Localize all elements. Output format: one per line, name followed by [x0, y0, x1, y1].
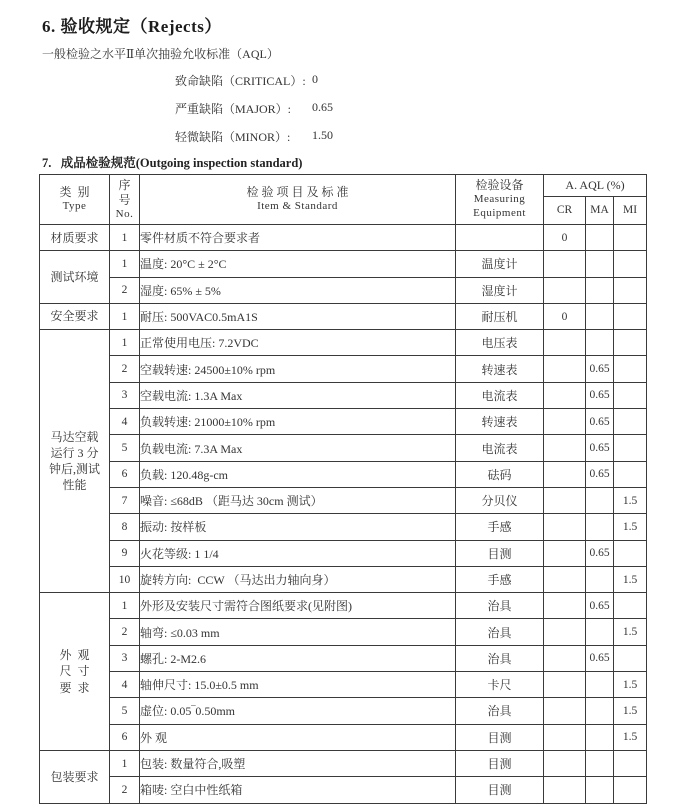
equipment-cell: 治具: [456, 645, 544, 671]
aql-ma-cell: [586, 303, 614, 329]
aql-ma-cell: [586, 619, 614, 645]
header-type-zh: 类 别: [59, 185, 90, 200]
table-row: [40, 225, 647, 251]
aql-mi-cell: 1.5: [614, 566, 647, 592]
aql-cr-cell: [544, 645, 586, 671]
item-cell: 正常使用电压: 7.2VDC: [140, 330, 456, 356]
defect-value: 0.65: [312, 100, 333, 114]
aql-ma-cell: [586, 225, 614, 251]
section7-title: 7. 成品检验规范(Outgoing inspection standard): [42, 156, 303, 170]
item-cell: 虚位: 0.05‾0.50mm: [140, 698, 456, 724]
item-cell: 耐压: 500VAC0.5mA1S: [140, 303, 456, 329]
no-cell: 3: [110, 645, 140, 671]
equipment-cell: 电流表: [456, 382, 544, 408]
aql-cr-cell: [544, 777, 586, 803]
category-line: 外 观: [59, 648, 90, 663]
item-cell: 空载电流: 1.3A Max: [140, 382, 456, 408]
aql-mi-cell: [614, 461, 647, 487]
equipment-cell: 目测: [456, 724, 544, 750]
no-cell: 5: [110, 698, 140, 724]
table-row: [40, 409, 647, 435]
no-cell: 6: [110, 461, 140, 487]
no-cell: 2: [110, 619, 140, 645]
item-cell: 空载转速: 24500±10% rpm: [140, 356, 456, 382]
no-cell: 2: [110, 777, 140, 803]
no-cell: 5: [110, 435, 140, 461]
aql-mi-cell: [614, 540, 647, 566]
aql-ma-cell: [586, 277, 614, 303]
defect-line-minor: [175, 128, 475, 156]
header-ma: MA: [586, 197, 614, 225]
header-equipment: [456, 175, 544, 225]
aql-mi-cell: [614, 645, 647, 671]
defect-line-major: [175, 100, 475, 128]
inspection-table: [39, 174, 647, 804]
aql-ma-cell: [586, 330, 614, 356]
table-row: [40, 566, 647, 592]
table-row: [40, 487, 647, 513]
header-equipment-zh: 检验设备: [475, 178, 524, 193]
category-line: 安全要求: [50, 309, 99, 324]
category-line: 尺 寸: [59, 664, 90, 679]
aql-cr-cell: [544, 435, 586, 461]
equipment-cell: 转速表: [456, 409, 544, 435]
equipment-cell: 手感: [456, 566, 544, 592]
aql-ma-cell: 0.65: [586, 540, 614, 566]
aql-mi-cell: [614, 409, 647, 435]
aql-cr-cell: [544, 593, 586, 619]
aql-mi-cell: 1.5: [614, 619, 647, 645]
no-cell: 1: [110, 330, 140, 356]
aql-ma-cell: [586, 698, 614, 724]
table-row: [40, 435, 647, 461]
aql-mi-cell: [614, 303, 647, 329]
aql-mi-cell: 1.5: [614, 514, 647, 540]
aql-ma-cell: 0.65: [586, 356, 614, 382]
item-cell: 箱唛: 空白中性纸箱: [140, 777, 456, 803]
item-cell: 湿度: 65% ± 5%: [140, 277, 456, 303]
aql-ma-cell: [586, 566, 614, 592]
no-cell: 4: [110, 672, 140, 698]
header-aql: A. AQL (%): [544, 175, 647, 197]
aql-ma-cell: [586, 777, 614, 803]
item-cell: 噪音: ≤68dB （距马达 30cm 测试）: [140, 487, 456, 513]
category-cell: [40, 251, 110, 304]
header-no-zh1: 序: [118, 177, 131, 192]
aql-mi-cell: [614, 435, 647, 461]
no-cell: 1: [110, 303, 140, 329]
aql-cr-cell: [544, 514, 586, 540]
category-cell: [40, 593, 110, 751]
category-line: 测试环境: [50, 270, 99, 284]
aql-cr-cell: [544, 566, 586, 592]
aql-ma-cell: [586, 750, 614, 776]
aql-ma-cell: 0.65: [586, 645, 614, 671]
aql-cr-cell: [544, 330, 586, 356]
category-line: 性能: [62, 478, 87, 493]
header-type: [40, 175, 110, 225]
aql-mi-cell: [614, 251, 647, 277]
defect-line-critical: [175, 72, 475, 100]
equipment-cell: 电压表: [456, 330, 544, 356]
defect-label: 轻微缺陷（MINOR）:: [175, 130, 291, 144]
item-cell: 温度: 20°C ± 2°C: [140, 251, 456, 277]
header-no-zh2: 号: [118, 192, 131, 207]
category-line: 包装要求: [50, 769, 99, 784]
aql-cr-cell: [544, 672, 586, 698]
defect-value: 0: [312, 72, 318, 86]
aql-ma-cell: 0.65: [586, 461, 614, 487]
table-row: [40, 277, 647, 303]
header-item-zh: 检 验 项 目 及 标 准: [246, 185, 349, 200]
item-cell: 外形及安装尺寸需符合图纸要求(见附图): [140, 593, 456, 619]
aql-ma-cell: [586, 487, 614, 513]
aql-cr-cell: [544, 619, 586, 645]
item-cell: 轴伸尺寸: 15.0±0.5 mm: [140, 672, 456, 698]
aql-mi-cell: [614, 225, 647, 251]
aql-mi-cell: 1.5: [614, 672, 647, 698]
table-row: [40, 645, 647, 671]
no-cell: 2: [110, 356, 140, 382]
aql-ma-cell: 0.65: [586, 435, 614, 461]
aql-mi-cell: 1.5: [614, 487, 647, 513]
category-line: 要 求: [59, 680, 90, 695]
equipment-cell: [456, 225, 544, 251]
category-cell: [40, 750, 110, 803]
aql-ma-cell: [586, 724, 614, 750]
equipment-cell: 目测: [456, 540, 544, 566]
header-cr: CR: [544, 197, 586, 225]
aql-ma-cell: [586, 251, 614, 277]
equipment-cell: 转速表: [456, 356, 544, 382]
aql-cr-cell: 0: [544, 303, 586, 329]
table-row: [40, 382, 647, 408]
header-mi: MI: [614, 197, 647, 225]
equipment-cell: 治具: [456, 593, 544, 619]
equipment-cell: 温度计: [456, 251, 544, 277]
equipment-cell: 治具: [456, 619, 544, 645]
defect-label: 严重缺陷（MAJOR）:: [175, 102, 292, 116]
header-equipment-en2: Equipment: [473, 207, 526, 219]
no-cell: 1: [110, 251, 140, 277]
item-cell: 负载: 120.48g-cm: [140, 461, 456, 487]
aql-ma-cell: 0.65: [586, 382, 614, 408]
aql-cr-cell: [544, 409, 586, 435]
aql-mi-cell: 1.5: [614, 698, 647, 724]
table-row: [40, 251, 647, 277]
no-cell: 6: [110, 724, 140, 750]
aql-cr-cell: [544, 277, 586, 303]
no-cell: 3: [110, 382, 140, 408]
aql-mi-cell: [614, 382, 647, 408]
section6-title: 6. 验收规定（Rejects）: [42, 17, 222, 36]
table-row: [40, 672, 647, 698]
no-cell: 8: [110, 514, 140, 540]
item-cell: 振动: 按样板: [140, 514, 456, 540]
no-cell: 1: [110, 225, 140, 251]
table-row: [40, 303, 647, 329]
aql-cr-cell: [544, 251, 586, 277]
aql-cr-cell: [544, 698, 586, 724]
equipment-cell: 砝码: [456, 461, 544, 487]
table-row: [40, 330, 647, 356]
table-row: [40, 461, 647, 487]
defect-value: 1.50: [312, 128, 333, 142]
aql-cr-cell: [544, 540, 586, 566]
table-row: [40, 724, 647, 750]
defect-label: 致命缺陷（CRITICAL）:: [175, 74, 306, 88]
header-no-en: No.: [115, 207, 134, 220]
item-cell: 负载电流: 7.3A Max: [140, 435, 456, 461]
header-type-en: Type: [62, 200, 87, 213]
equipment-cell: 湿度计: [456, 277, 544, 303]
equipment-cell: 目测: [456, 750, 544, 776]
aql-cr-cell: [544, 461, 586, 487]
item-cell: 旋转方向: CCW （马达出力轴向身）: [140, 566, 456, 592]
aql-mi-cell: [614, 593, 647, 619]
no-cell: 10: [110, 566, 140, 592]
equipment-cell: 电流表: [456, 435, 544, 461]
category-line: 运行 3 分: [50, 445, 99, 460]
section6-subtitle: 一般检验之水平Ⅱ单次抽验允收标准（AQL）: [42, 47, 279, 61]
no-cell: 7: [110, 487, 140, 513]
table-row: [40, 777, 647, 803]
aql-mi-cell: [614, 777, 647, 803]
inspection-table-header: [40, 175, 647, 225]
table-row: [40, 514, 647, 540]
table-row: [40, 540, 647, 566]
aql-mi-cell: [614, 356, 647, 382]
aql-mi-cell: [614, 750, 647, 776]
no-cell: 2: [110, 277, 140, 303]
aql-ma-cell: [586, 672, 614, 698]
no-cell: 9: [110, 540, 140, 566]
item-cell: 外 观: [140, 724, 456, 750]
aql-ma-cell: 0.65: [586, 409, 614, 435]
table-row: [40, 698, 647, 724]
item-cell: 轴弯: ≤0.03 mm: [140, 619, 456, 645]
aql-mi-cell: [614, 330, 647, 356]
item-cell: 零件材质不符合要求者: [140, 225, 456, 251]
header-no: [110, 175, 140, 225]
no-cell: 1: [110, 750, 140, 776]
header-item-en: Item & Standard: [257, 200, 338, 213]
category-line: 材质要求: [50, 230, 99, 245]
table-row: [40, 593, 647, 619]
aql-cr-cell: [544, 487, 586, 513]
table-row: [40, 619, 647, 645]
item-cell: 包装: 数量符合,吸塑: [140, 750, 456, 776]
inspection-table-body: [40, 225, 647, 804]
aql-cr-cell: [544, 356, 586, 382]
aql-ma-cell: 0.65: [586, 593, 614, 619]
aql-mi-cell: [614, 277, 647, 303]
item-cell: 螺孔: 2-M2.6: [140, 645, 456, 671]
aql-cr-cell: [544, 724, 586, 750]
aql-cr-cell: 0: [544, 225, 586, 251]
no-cell: 1: [110, 593, 140, 619]
aql-ma-cell: [586, 514, 614, 540]
table-row: [40, 356, 647, 382]
no-cell: 4: [110, 409, 140, 435]
category-line: 马达空载: [50, 429, 99, 444]
aql-cr-cell: [544, 382, 586, 408]
category-cell: [40, 303, 110, 329]
aql-mi-cell: 1.5: [614, 724, 647, 750]
equipment-cell: 分贝仪: [456, 487, 544, 513]
table-row: [40, 750, 647, 776]
equipment-cell: 卡尺: [456, 672, 544, 698]
category-cell: [40, 225, 110, 251]
equipment-cell: 耐压机: [456, 303, 544, 329]
header-item: [140, 175, 456, 225]
equipment-cell: 目测: [456, 777, 544, 803]
aql-cr-cell: [544, 750, 586, 776]
equipment-cell: 治具: [456, 698, 544, 724]
category-line: 钟后,测试: [48, 462, 100, 477]
equipment-cell: 手感: [456, 514, 544, 540]
defect-aql-list: [175, 72, 475, 156]
item-cell: 火花等级: 1 1/4: [140, 540, 456, 566]
category-cell: [40, 330, 110, 593]
header-equipment-en1: Measuring: [473, 193, 526, 206]
item-cell: 负载转速: 21000±10% rpm: [140, 409, 456, 435]
